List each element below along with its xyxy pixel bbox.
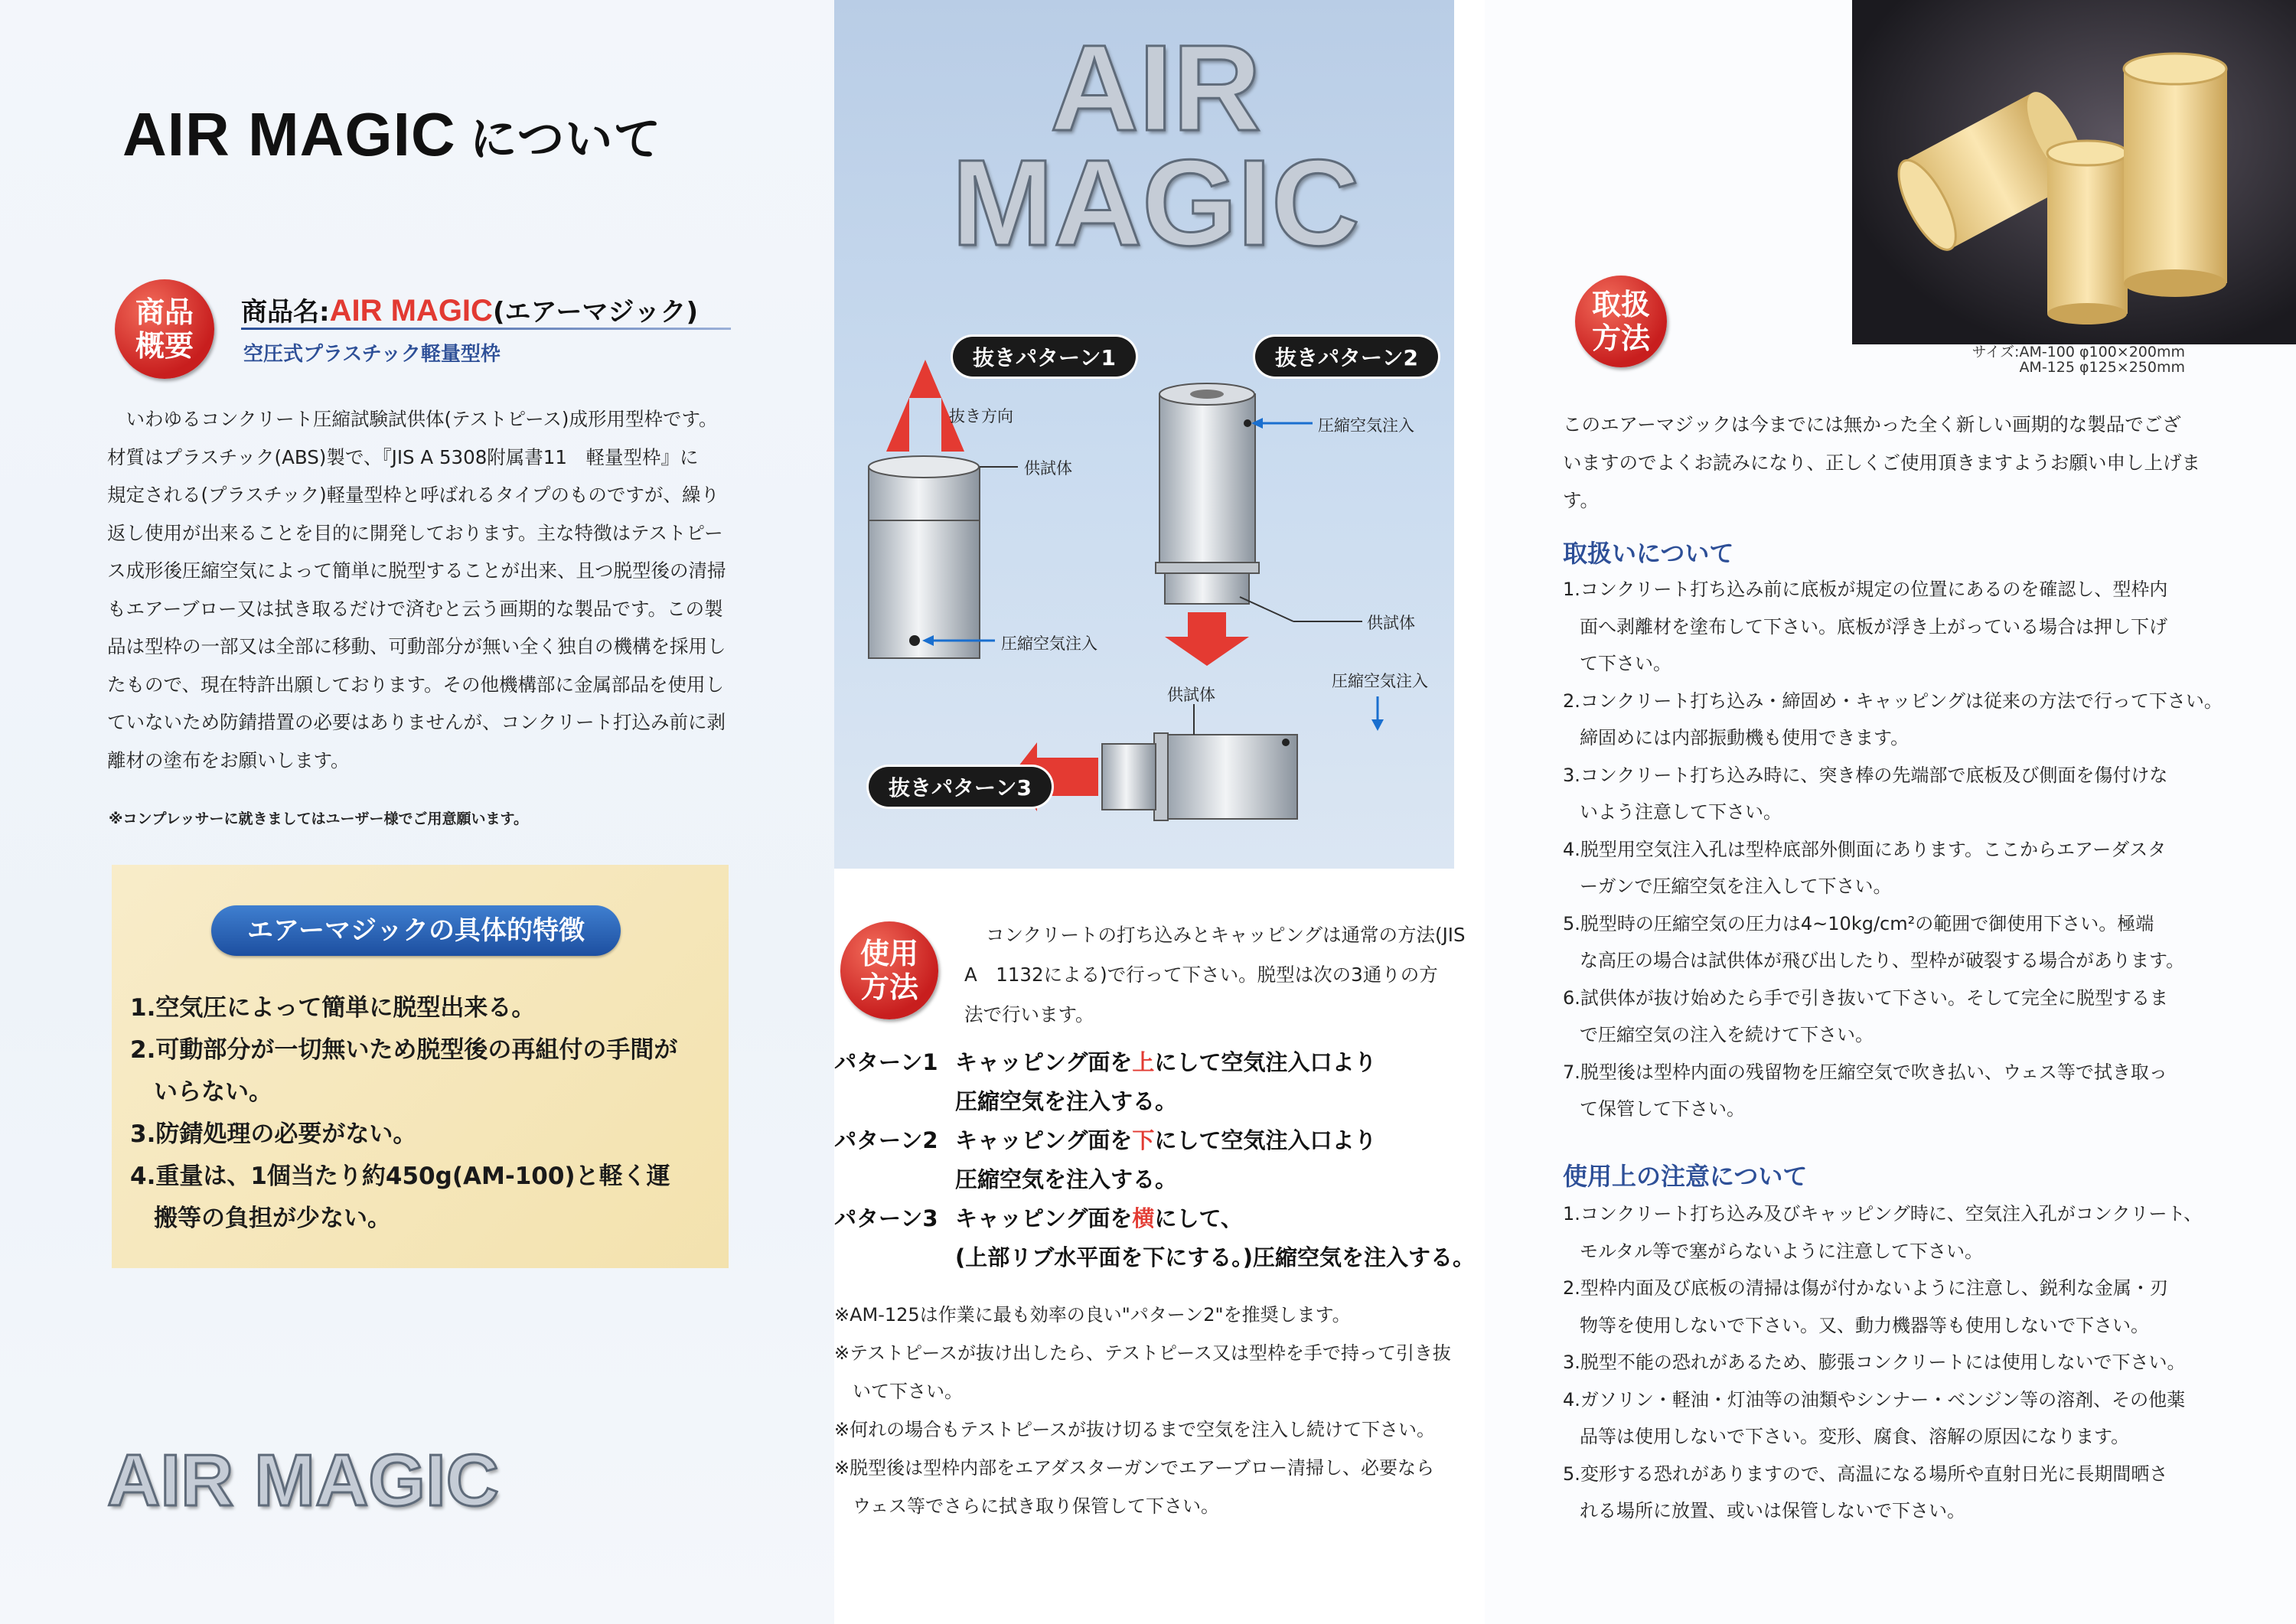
mold-1 (869, 520, 980, 658)
size-caption (1929, 344, 2185, 375)
caution-title: 使用上の注意について (1563, 1162, 1808, 1191)
label-air-in-3: 圧縮空気注入 (1332, 672, 1428, 690)
specimen-2 (1165, 573, 1249, 604)
handling-intro (1563, 406, 2267, 520)
handling-item: 締固めには内部振動機も使用できます。 (1580, 727, 1910, 748)
usage-note: ※AM-125は作業に最も効率の良い"パターン2"を推奨します。 (834, 1304, 1351, 1326)
pattern-text: にして、 (1154, 1205, 1243, 1231)
pattern-text: キャッピング面を (955, 1049, 1133, 1075)
caution-item: 物等を使用しないで下さい。又、動力機器等も使用しないで下さい。 (1580, 1314, 2149, 1336)
handling-intro-line: このエアーマジックは今までには無かった全く新しい画期的な製品でござ (1563, 413, 2181, 435)
handling-item: て保管して下さい。 (1580, 1098, 1745, 1120)
handling-badge (1575, 276, 1667, 367)
specimen-3 (1102, 744, 1156, 810)
feature-item: 1.空気圧によって簡単に脱型出来る。 (130, 994, 536, 1022)
usage-intro (964, 915, 1469, 1035)
product-name-line (241, 291, 698, 328)
caution-item: モルタル等で塞がらないように注意して下さい。 (1580, 1240, 1984, 1262)
logo-line-air: AIR (1050, 19, 1261, 156)
feature-item: いらない。 (130, 1078, 272, 1106)
label-air-in-1: 圧縮空気注入 (1001, 634, 1097, 653)
handling-item: 5.脱型時の圧縮空気の圧力は4~10kg/cm²の範囲で御使用下さい。極端 (1563, 912, 2154, 934)
pattern1-pill: 抜きパターン1 (953, 337, 1136, 377)
pattern3-line (834, 1199, 1485, 1238)
handling-item: 面へ剥離材を塗布して下さい。底板が浮き上がっている場合は押し下げ (1580, 615, 2167, 638)
feature-item: 2.可動部分が一切無いため脱型後の再組付の手間が (130, 1036, 678, 1064)
left-panel (0, 0, 834, 1624)
intro-paragraph (107, 400, 811, 779)
handling-item: で圧縮空気の注入を続けて下さい。 (1580, 1024, 1874, 1045)
overview-badge-text: 商品 概要 (135, 295, 194, 363)
usage-note: ※脱型後は型枠内部をエアダスターガンでエアーブロー清掃し、必要なら (834, 1457, 1435, 1479)
usage-note: ウェス等でさらに拭き取り保管して下さい。 (834, 1495, 1220, 1517)
size-line: サイズ:AM-100 φ100×200mm (1971, 344, 2185, 360)
intro-line: ス成形後圧縮空気によって簡単に脱型することが出来、且つ脱型後の清掃 (107, 559, 726, 582)
pattern3-line2: (上部リブ水平面を下にする。)圧縮空気を注入する。 (955, 1244, 1476, 1270)
arrow-down (1165, 612, 1249, 666)
mold-2 (1159, 394, 1255, 570)
handling-intro-line: いますのでよくお読みになり、正しくご使用頂きますようお願い申し上げま (1563, 451, 2200, 474)
logo-line-magic: MAGIC (951, 134, 1360, 271)
handling-badge-text: 取扱 方法 (1591, 288, 1650, 355)
handling-item: 3.コンクリート打ち込み時に、突き棒の先端部で底板及び側面を傷付けな (1563, 764, 2168, 786)
pattern-text: キャッピング面を (955, 1205, 1133, 1231)
pattern-text: にして空気注入口より (1154, 1049, 1377, 1075)
usage-note: いて下さい。 (834, 1381, 963, 1402)
intro-line: 材質はプラスチック(ABS)製で、『JIS A 5308附属書11 軽量型枠』に (107, 445, 699, 468)
caution-item: 4.ガソリン・軽油・灯油等の油類やシンナー・ベンジン等の溶剤、その他薬 (1563, 1388, 2186, 1410)
caution-item: 1.コンクリート打ち込み及びキャッピング時に、空気注入孔がコンクリート、 (1563, 1203, 2203, 1225)
intro-line: 品は型枠の一部又は全部に移動、可動部分が無い全く独自の機構を採用し (107, 635, 726, 657)
pattern2-line (834, 1121, 1485, 1160)
intro-line: たもので、現在特許出願しております。その他機構部に金属部品を使用し (107, 673, 725, 696)
handling-item: 1.コンクリート打ち込み前に底板が規定の位置にあるのを確認し、型枠内 (1563, 579, 2168, 600)
pattern-label: パターン2 (834, 1127, 938, 1153)
label-specimen-1: 供試体 (1024, 459, 1072, 478)
pattern2-pill: 抜きパターン2 (1255, 337, 1438, 377)
caution-item: 2.型枠内面及び底板の清掃は傷が付かないように注意し、鋭利な金属・刃 (1563, 1277, 2168, 1299)
usage-note: ※何れの場合もテストピースが抜け切るまで空気を注入し続けて下さい。 (834, 1419, 1435, 1440)
intro-line: 規定される(プラスチック)軽量型枠と呼ばれるタイプのものですが、繰り (107, 484, 719, 506)
page-title (122, 99, 661, 170)
features-title: エアーマジックの具体的特徴 (211, 905, 621, 956)
product-katakana: (エアーマジック) (492, 297, 698, 328)
caution-item: 5.変形する恐れがありますので、高温になる場所や直射日光に長期間晒さ (1563, 1463, 2168, 1485)
handling-title: 取扱いについて (1563, 539, 1734, 568)
usage-badge (840, 921, 938, 1019)
product-rule (241, 328, 731, 330)
product-photo (1852, 0, 2296, 344)
caution-item: れる場所に放置、或いは保管しないで下さい。 (1580, 1500, 1965, 1521)
feature-item: 4.重量は、1個当たり約450g(AM-100)と軽く運 (130, 1163, 670, 1190)
cylinder-photo-svg (1852, 0, 2296, 344)
pattern-label: パターン1 (834, 1049, 938, 1075)
pattern-key: 上 (1132, 1049, 1155, 1075)
label-air-in-2: 圧縮空気注入 (1318, 416, 1414, 435)
pattern-list (834, 1043, 1485, 1277)
pattern1-line (834, 1043, 1485, 1082)
feature-item: 3.防錆処理の必要がない。 (130, 1120, 417, 1148)
intro-line: 離材の塗布をお願いします。 (107, 748, 350, 771)
usage-intro-line: 法で行います。 (964, 1003, 1094, 1026)
caution-list (1563, 1195, 2275, 1530)
features-list (130, 987, 677, 1240)
product-name: AIR MAGIC (329, 294, 493, 328)
title-text: AIR MAGIC (122, 100, 456, 168)
label-specimen-3: 供試体 (1167, 686, 1215, 704)
title-suffix: について (469, 113, 662, 166)
handling-item: 7.脱型後は型枠内面の残留物を圧縮空気で吹き払い、ウェス等で拭き取っ (1563, 1061, 2167, 1083)
feature-item: 搬等の負担が少ない。 (130, 1205, 391, 1232)
bottom-logo: AIR MAGIC (107, 1440, 499, 1521)
product-prefix: 商品名: (241, 297, 330, 328)
usage-intro-line: A 1132による)で行って下さい。脱型は次の3通りの方 (964, 964, 1438, 986)
pattern-illustration (834, 0, 1454, 869)
pattern-label: パターン3 (834, 1205, 938, 1231)
pattern-text: キャッピング面を (955, 1127, 1133, 1153)
pattern2-line2: 圧縮空気を注入する。 (955, 1166, 1178, 1192)
usage-note: ※テストピースが抜け出したら、テストピース又は型枠を手で持って引き抜 (834, 1342, 1451, 1364)
pattern3-pill: 抜きパターン3 (869, 767, 1052, 807)
handling-item: ーガンで圧縮空気を注入して下さい。 (1580, 876, 1892, 897)
mold-3 (1167, 735, 1297, 819)
handling-item: て下さい。 (1580, 653, 1671, 674)
handling-item: 2.コンクリート打ち込み・締固め・キャッピングは従来の方法で行って下さい。 (1563, 690, 2223, 712)
handling-intro-line: す。 (1563, 489, 1600, 511)
handling-list (1563, 571, 2275, 1128)
overview-badge (115, 279, 214, 379)
intro-line: いわゆるコンクリート圧縮試験試供体(テストピース)成形用型枠です。 (107, 408, 718, 430)
size-line: AM-125 φ125×250mm (2019, 359, 2185, 376)
label-specimen-2: 供試体 (1367, 614, 1415, 632)
handling-item: な高圧の場合は試供体が飛び出したり、型枠が破裂する場合があります。 (1580, 950, 2185, 971)
handling-item: 4.脱型用空気注入孔は型枠底部外側面にあります。ここからエアーダスタ (1563, 838, 2167, 860)
product-subtitle: 空圧式プラスチック軽量型枠 (243, 343, 501, 366)
intro-line: 返し使用が出来ることを目的に開発しております。主な特徴はテストピー (107, 521, 723, 544)
pattern1-line2: 圧縮空気を注入する。 (955, 1088, 1178, 1114)
handling-item: 6.試供体が抜け始めたら手で引き抜いて下さい。そして完全に脱型するま (1563, 986, 2168, 1009)
compressor-note: ※コンプレッサーに就きましてはユーザー様でご用意願います。 (109, 810, 529, 827)
pattern-key: 横 (1132, 1205, 1155, 1231)
caution-item: 品等は使用しないで下さい。変形、腐食、溶解の原因になります。 (1580, 1426, 2130, 1447)
intro-line: ていないため防錆措置の必要はありませんが、コンクリート打込み前に剥 (107, 711, 726, 733)
intro-line: もエアーブロー又は拭き取るだけで済むと云う画期的な製品です。この製 (107, 597, 723, 620)
pattern-text: にして空気注入口より (1154, 1127, 1377, 1153)
usage-intro-line: コンクリートの打ち込みとキャッピングは通常の方法(JIS (986, 924, 1466, 946)
usage-notes (834, 1296, 1485, 1525)
label-direction: 抜き方向 (949, 407, 1013, 426)
handling-item: いよう注意して下さい。 (1580, 801, 1782, 823)
pattern-key: 下 (1132, 1127, 1155, 1153)
usage-badge-text: 使用 方法 (859, 937, 918, 1004)
caution-item: 3.脱型不能の恐れがあるため、膨張コンクリートには使用しないで下さい。 (1563, 1352, 2186, 1373)
